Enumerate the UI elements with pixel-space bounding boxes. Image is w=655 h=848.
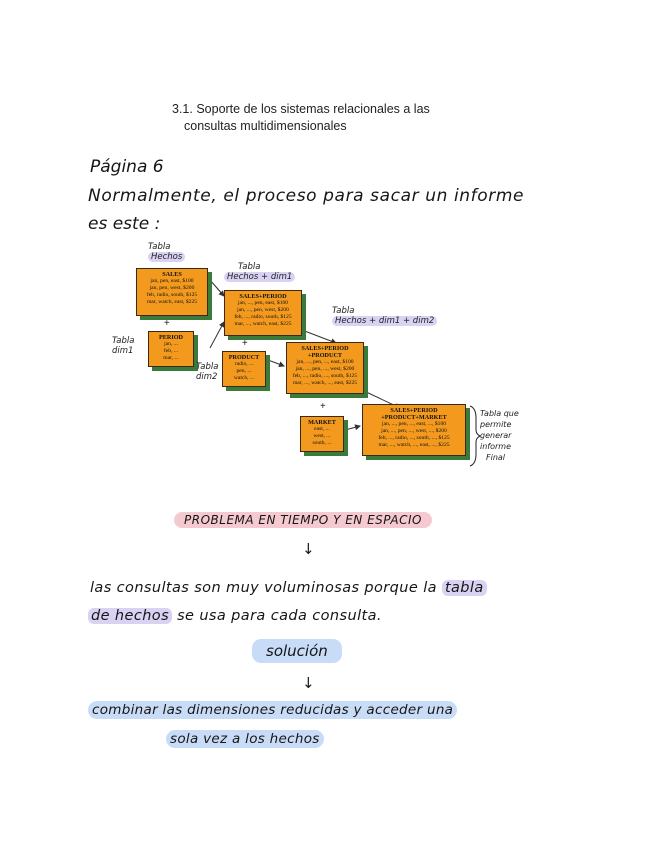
arrow-down-icon: ↓ [302,674,315,692]
combine-text: combinar las dimensiones reducidas y acceder una [88,701,457,719]
problem-text: PROBLEMA EN TIEMPO Y EN ESPACIO [174,512,432,528]
product-row: pen, ... [236,368,252,374]
product-row: watch, ... [233,375,255,381]
product-row: radio, ... [234,361,254,367]
arrow-period-to-join [210,322,224,348]
product-table-box [222,351,266,387]
note-line: Tabla que [480,409,519,418]
note-line: Hechos + dim1 [224,272,295,282]
note-line: Tabla [112,336,135,346]
spp-row: jan, ..., pen, ..., east, $100 [296,359,354,365]
note-tabla-hechos-dim1 [224,262,295,282]
note-line: informe [480,442,512,451]
sales-title: SALES [162,271,182,278]
note-tabla-dim1 [112,336,134,356]
note-line: Tabla [148,242,171,252]
final-row: jan, ..., pen, ..., west, ..., $200 [381,428,447,434]
note-tabla-dim2 [196,362,218,382]
explanation-text: se usa para cada consulta. [177,608,382,624]
period-table-box [148,331,194,367]
plus-3: + [320,401,326,412]
sales-period-product-box [286,342,364,394]
explanation-line-1 [90,580,487,596]
note-line: Hechos + dim1 + dim2 [332,316,437,326]
final-row: mar, ..., watch, ..., east, ..., $225 [378,442,450,448]
arrow-product-to-join2 [268,360,284,366]
market-row: east, ... [314,426,330,432]
page-label: Página 6 [90,157,164,177]
brace [470,406,480,466]
sales-row: feb, radio, south, $125 [146,292,198,298]
sales-row: jan, pen, east, $100 [150,278,194,284]
note-line: Tabla [238,262,261,272]
spp-row: feb, ..., radio, ..., south, $125 [292,373,358,379]
section-heading [172,101,430,135]
explanation-highlight: tabla [442,580,487,596]
final-row: jan, ..., pen, ..., east, ..., $100 [381,421,447,427]
note-line: permite [480,420,512,429]
note-line: Tabla [332,306,355,316]
sales-period-row: mar, ..., watch, east, $225 [234,321,292,327]
period-row: jan, ... [164,341,178,347]
final-title-2: +PRODUCT+MARKET [381,414,447,421]
note-line: Tabla [196,362,219,372]
spp-title-1: SALES+PERIOD [301,345,349,352]
period-row: mar, ... [163,355,179,361]
product-title: PRODUCT [228,354,260,361]
note-line: Hechos [148,252,185,262]
solution-text: solución [252,639,342,663]
note-line: generar [480,431,512,440]
market-title: MARKET [308,419,336,426]
explanation-highlight: de hechos [88,608,172,624]
note-line: Final [486,453,506,462]
intro-line-2: es este : [88,214,161,234]
solution-banner [252,642,342,660]
period-row: feb, ... [163,348,179,354]
plus-1: + [164,318,170,329]
problem-banner [174,513,432,527]
sales-period-row: jan, ..., pen, east, $100 [237,300,289,306]
intro-line-1: Normalmente, el proceso para sacar un informe [88,186,525,206]
sales-row: mar, watch, east, $225 [146,299,198,305]
explanation-text: las consultas son muy voluminosas porque la [90,580,437,596]
note-line: dim2 [196,372,218,382]
spp-row: mar, ..., watch, ..., east, $225 [292,380,358,386]
arrow-down-icon: ↓ [302,540,315,558]
market-row: south, ... [312,440,332,446]
heading-line-1: 3.1. Soporte de los sistemas relacionales a las [172,102,430,116]
market-row: west, ... [313,433,331,439]
final-title-1: SALES+PERIOD [390,407,438,414]
period-title: PERIOD [158,334,184,341]
note-line: dim1 [112,346,134,356]
combine-line-2 [166,731,324,747]
spp-title-2: +PRODUCT [307,352,343,359]
arrow-market-to-final [345,426,360,430]
sales-period-row: feb, ..., radio, south, $125 [234,314,292,320]
final-row: feb, ..., radio, ..., south, ..., $125 [378,435,450,441]
combine-text: sola vez a los hechos [166,730,324,748]
plus-2: + [242,338,248,349]
arrow-sales-to-join [210,280,224,296]
spp-row: jan, ..., pen, ..., west, $200 [295,366,355,372]
sales-period-box [224,290,302,336]
sales-row: jan, pen, west, $200 [149,285,195,291]
note-tabla-final [480,408,519,463]
sales-period-row: jan, ..., pen, west, $200 [237,307,289,313]
final-table-box [362,404,466,456]
relational-diagram [112,238,532,478]
sales-period-title: SALES+PERIOD [239,293,287,300]
note-tabla-hechos-dim1-dim2 [332,306,437,326]
combine-line-1 [88,702,457,718]
heading-line-2: consultas multidimensionales [184,119,347,133]
explanation-line-2 [88,608,382,624]
sales-table-box [136,268,208,316]
note-tabla-hechos [148,242,185,262]
market-table-box [300,416,344,452]
